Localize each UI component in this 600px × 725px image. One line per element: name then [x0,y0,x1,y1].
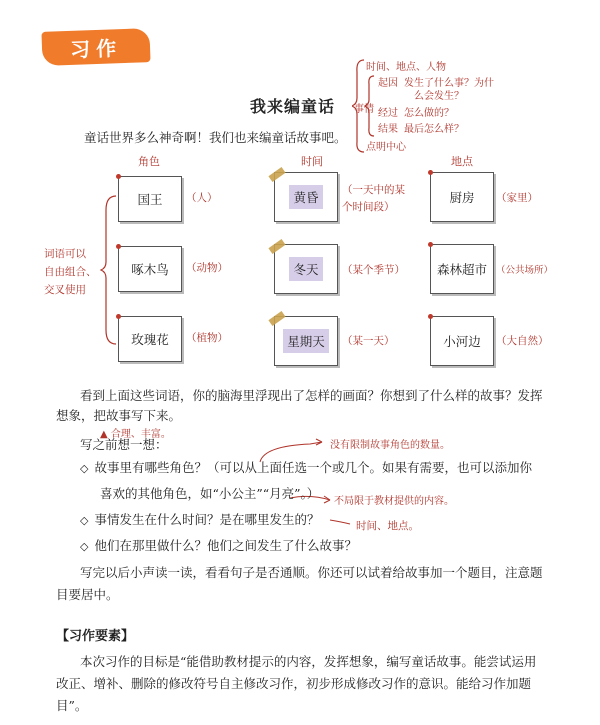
place-word: 小河边 [443,334,481,349]
requirements-heading: 【习作要素】 [56,629,135,644]
time-card-sunday [274,316,338,366]
combine-note-line: 词语可以 [44,248,86,260]
question-roles-line2: 喜欢的其他角色，如“小公主”“月亮”。） [100,486,320,501]
pin-icon [428,170,433,175]
time-note: （某一天） [342,335,395,347]
note-event: 事情 [354,104,374,115]
time-note-line: 个时间段） [342,201,395,213]
margin-notes [352,58,552,158]
paragraph-imagine: 看到上面这些词语，你的脑海里浮现出了怎样的画面？你想到了什么样的故事？发挥想象，把故事写下来。 [56,388,543,423]
intro-line: 童话世界多么神奇啊！我们也来编童话故事吧。 [84,130,347,145]
time-word: 冬天 [289,257,322,281]
tape-icon [268,239,285,254]
question-story [80,536,357,557]
role-note: （动物） [186,262,228,274]
combine-note [44,245,97,299]
q1-note-roles: 没有限制故事角色的数量。 [330,440,450,451]
role-card-king [118,176,182,222]
diamond-icon: ◇ [80,540,89,553]
col-role: 角色 [138,155,160,168]
banner-label: 习作 [69,35,123,62]
place-word: 厨房 [449,190,475,205]
note-start-q2: 么会发生？ [414,91,464,102]
note-start-q1: 发生了什么事？为什 [404,78,494,89]
section-banner [41,28,150,66]
col-place: 地点 [451,155,473,168]
role-word: 啄木鸟 [131,262,169,277]
place-note: （家里） [496,192,538,204]
place-card-forest-market [430,244,494,294]
col-time: 时间 [301,155,323,168]
q1-note-content: 不局限于教材提供的内容。 [334,496,454,507]
paragraph-review: 写完以后小声读一读，看看句子是否通顺。你还可以试着给故事加一个题目，注意题目要居中。 [56,565,543,602]
role-note: （植物） [186,332,228,344]
question-time-place-text: 事情发生在什么时间？是在哪里发生的？ [94,512,320,527]
question-story-text: 他们在那里做什么？他们之间发生了什么故事？ [94,538,357,553]
note-time-place-people: 时间、地点、人物 [366,62,446,73]
place-card-kitchen [430,172,494,222]
pin-icon [428,242,433,247]
time-note [342,182,405,216]
place-word: 森林超市 [436,262,487,277]
combine-note-line: 自由组合、 [44,266,97,278]
note-center: 点明中心 [366,142,406,153]
question-roles [80,458,560,479]
combine-note-line: 交叉使用 [44,284,86,296]
role-card-rose [118,316,182,362]
pin-icon [116,314,121,319]
prewrite-heading: 写之前想一想： [80,437,168,452]
note-start: 起因 [378,78,398,89]
pin-icon [116,244,121,249]
time-word: 黄昏 [289,185,322,209]
requirements-text: 本次习作的目标是“能借助教材提示的内容，发挥想象，编写童话故事。能尝试运用改正、增补、删除的修改符号自主修改习作，初步形成修改习作的意识。能给习作加题目”。 [56,654,537,713]
place-card-riverside [430,316,494,366]
tape-icon [268,311,285,326]
time-card-dusk [274,172,338,222]
diamond-icon: ◇ [80,514,89,527]
pin-icon [116,174,121,179]
role-word: 玫瑰花 [131,332,169,347]
place-note: （公共场所） [496,265,554,276]
note-end-q: 最后怎么样？ [404,124,464,135]
place-note: （大自然） [496,335,549,347]
page-title: 我来编童话 [250,97,336,116]
time-card-winter [274,244,338,294]
tape-icon [268,167,285,182]
note-end: 结果 [378,124,398,135]
diamond-icon: ◇ [80,462,89,475]
pin-icon [428,314,433,319]
role-card-woodpecker [118,246,182,292]
time-note: （某个季节） [342,264,405,276]
note-middle: 经过 [378,108,398,119]
note-middle-q: 怎么做的？ [404,108,454,119]
para1-note: ▲ 合理、丰富。 [100,429,171,440]
question-roles-line1: 故事里有哪些角色？（可以从上面任选一个或几个。如果有需要，也可以添加你 [94,460,532,475]
para1-note-text: 合理、丰富。 [110,429,171,440]
question-time-place [80,510,319,531]
role-brace [100,180,120,360]
time-note-line: （一天中的某 [342,184,405,196]
role-word: 国王 [137,192,163,207]
time-word: 星期天 [283,329,329,353]
q2-note: 时间、地点。 [356,520,419,532]
role-note: （人） [186,192,218,204]
